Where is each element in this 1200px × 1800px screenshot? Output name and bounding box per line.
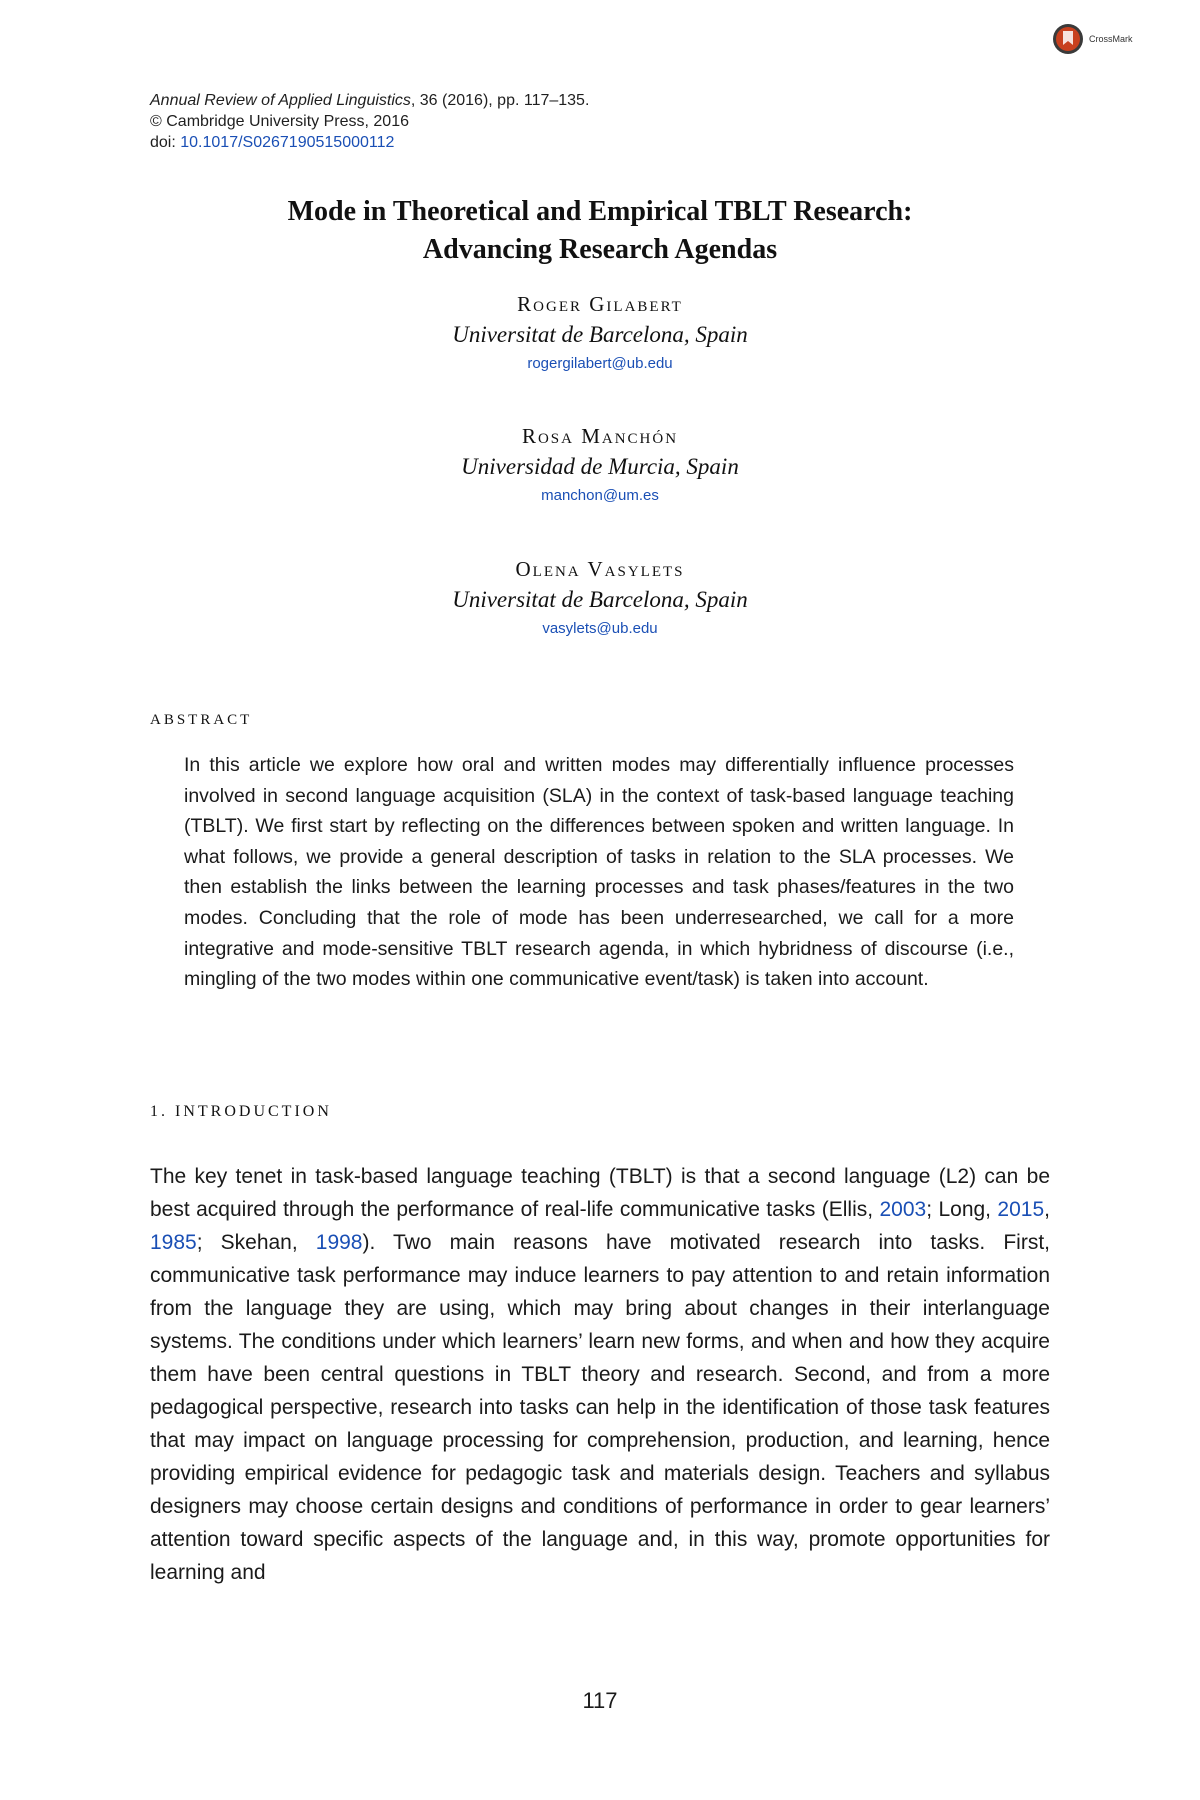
crossmark-icon: [1052, 23, 1084, 55]
title-line-1: Mode in Theoretical and Empirical TBLT Research:: [287, 196, 913, 227]
author-affiliation: Universitat de Barcelona, Spain: [452, 322, 748, 347]
author-name: Olena Vasylets: [515, 557, 685, 581]
citation-link[interactable]: 2015: [997, 1198, 1045, 1221]
author-name: Rosa Manchón: [521, 424, 679, 448]
copyright-line: © Cambridge University Press, 2016: [150, 113, 409, 130]
author-affiliation: Universidad de Murcia, Spain: [461, 454, 739, 479]
crossmark-label: CrossMark: [1089, 34, 1133, 44]
author-block: [150, 554, 1050, 642]
doi-link[interactable]: 10.1017/S0267190515000112: [180, 134, 395, 151]
author-email[interactable]: manchon@um.es: [541, 487, 659, 504]
author-name: Roger Gilabert: [517, 292, 683, 316]
abstract-heading: ABSTRACT: [150, 712, 253, 728]
body-text: The key tenet in task-based language teaching (TBLT) is that a second language (L2) can be best acquired through the performance of real-life communicative tasks (Ellis,: [150, 1165, 1050, 1221]
body-text: ,: [1044, 1198, 1050, 1221]
journal-meta: [150, 90, 589, 153]
page-number: 117: [582, 1688, 618, 1713]
journal-name: Annual Review of Applied Linguistics: [150, 92, 411, 109]
author-block: [150, 421, 1050, 509]
title-line-2: Advancing Research Agendas: [422, 234, 778, 265]
abstract-text: In this article we explore how oral and written modes may differentially influence processes involved in second language acquisition (SLA) in the context of task-based language teaching (TBLT). We first start by reflecting on the differences between spoken and written language. In what follows, we provide a general description of tasks in relation to the SLA processes. We then establish the links between the learning processes and task phases/features in the two modes. Concluding that the role of mode has been underresearched, we call for a more integrative and mode-sensitive TBLT research agenda, in which hybridness of discourse (i.e., mingling of the two modes within one communicative event/task) is taken into account.: [184, 754, 1014, 991]
author-block: [150, 289, 1050, 377]
author-email[interactable]: rogergilabert@ub.edu: [527, 355, 673, 372]
citation-link[interactable]: 2003: [879, 1198, 927, 1221]
citation-details: , 36 (2016), pp. 117–135.: [410, 92, 590, 109]
citation-line: [150, 90, 589, 111]
doi-prefix: doi:: [150, 134, 181, 151]
citation-link[interactable]: 1998: [315, 1231, 363, 1254]
article-title: [150, 193, 1050, 269]
doi-line: [150, 132, 589, 153]
crossmark-badge[interactable]: [1052, 22, 1172, 56]
citation-link[interactable]: 1985: [150, 1231, 197, 1254]
body-text: ; Skehan,: [196, 1231, 316, 1254]
body-paragraph: [150, 1160, 1050, 1589]
author-affiliation: Universitat de Barcelona, Spain: [452, 587, 748, 612]
body-text: ). Two main reasons have motivated research into tasks. First, communicative task performance may induce learners to pay attention to and retain information from the language they are using, which may bring about changes in their interlanguage systems. The conditions under which learners’ learn new forms, and when and how they acquire them have been central questions in TBLT theory and research. Second, and from a more pedagogical perspective, research into tasks can help in the identification of those task features that may impact on language processing for comprehension, production, and learning, hence providing empirical evidence for pedagogic task and materials design. Teachers and syllabus designers may choose certain designs and conditions of performance in order to gear learners’ attention toward specific aspects of the language and, in this way, promote opportunities for learning and: [150, 1231, 1050, 1584]
body-text: ; Long,: [926, 1198, 998, 1221]
author-email[interactable]: vasylets@ub.edu: [542, 620, 658, 637]
section-heading: 1. INTRODUCTION: [150, 1103, 332, 1120]
